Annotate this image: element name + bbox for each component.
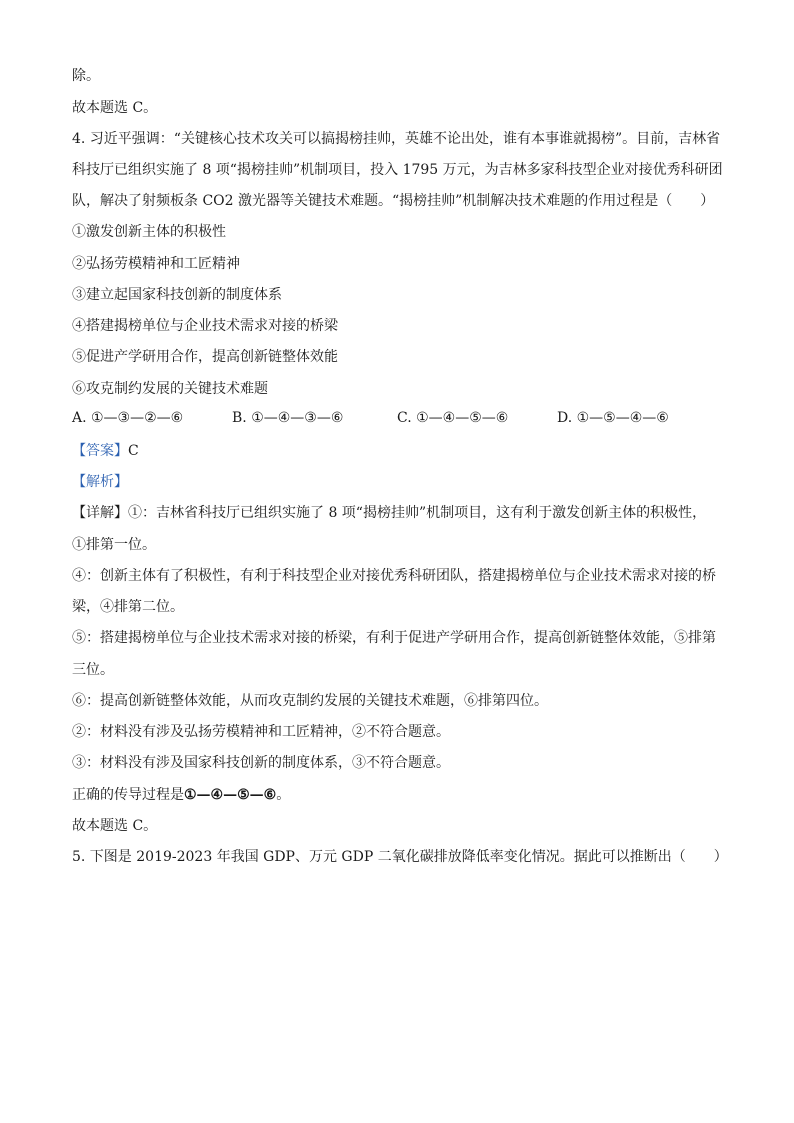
analysis-line (72, 472, 732, 492)
option-b: B. ①—④—③—⑥ (232, 410, 344, 426)
detail-text: ①：吉林省科技厅已组织实施了 8 项“揭榜挂帅”机制项目，这有利于激发创新主体的积极性， (128, 505, 707, 521)
answer-line (72, 441, 732, 461)
option-a: A. ①—③—②—⑥ (72, 410, 184, 426)
question-4-stem: 队，解决了射频板条 CO2 激光器等关键技术难题。“揭榜挂帅”机制解决技术难题的作用过程是（ ） (72, 193, 715, 209)
conclusion-line (72, 785, 732, 805)
statement-3: ③建立起国家科技创新的制度体系 (72, 287, 282, 303)
answer-value: C (128, 443, 139, 459)
statement-6: ⑥攻克制约发展的关键技术难题 (72, 381, 268, 397)
statement-4: ④搭建揭榜单位与企业技术需求对接的桥梁 (72, 318, 338, 334)
question-4-stem: 科技厅已组织实施了 8 项“揭榜挂帅”机制项目，投入 1795 万元，为吉林多家科技型企业对接优秀科研团 (72, 162, 723, 178)
text-line: ②：材料没有涉及弘扬劳模精神和工匠精神，②不符合题意。 (72, 724, 450, 740)
option-c: C. ①—④—⑤—⑥ (397, 410, 509, 426)
conclusion-end: 。 (276, 787, 291, 803)
detail-line (72, 503, 732, 523)
text-line: ⑤：搭建揭榜单位与企业技术需求对接的桥梁，有利于促进产学研用合作，提高创新链整体效能，⑤排第 (72, 630, 716, 646)
text-line: 除。 (72, 68, 100, 84)
statement-5: ⑤促进产学研用合作，提高创新链整体效能 (72, 349, 338, 365)
text-line: ⑥：提高创新链整体效能，从而攻克制约发展的关键技术难题，⑥排第四位。 (72, 693, 548, 709)
answer-tag: 【答案】 (72, 443, 128, 459)
detail-tag: 【详解】 (72, 505, 128, 521)
text-line: 三位。 (72, 662, 114, 678)
statement-2: ②弘扬劳模精神和工匠精神 (72, 256, 240, 272)
text-line: 故本题选 C。 (72, 818, 158, 834)
text-line: ①排第一位。 (72, 537, 156, 553)
text-line: ③：材料没有涉及国家科技创新的制度体系，③不符合题意。 (72, 755, 450, 771)
answer-options (72, 410, 732, 430)
text-line: 故本题选 C。 (72, 100, 158, 116)
question-5-stem: 5. 下图是 2019-2023 年我国 GDP、万元 GDP 二氧化碳排放降低率变化情况。据此可以推断出（ ） (72, 849, 728, 865)
option-d: D. ①—⑤—④—⑥ (557, 410, 669, 426)
conclusion-prefix: 正确的传导过程是 (72, 787, 184, 803)
text-line: 梁，④排第二位。 (72, 599, 184, 615)
statement-1: ①激发创新主体的积极性 (72, 224, 226, 240)
text-line: ④：创新主体有了积极性，有利于科技型企业对接优秀科研团队，搭建揭榜单位与企业技术需求对接的桥 (72, 568, 716, 584)
question-4-stem: 4. 习近平强调：“关键核心技术攻关可以搞揭榜挂帅，英雄不论出处，谁有本事谁就揭榜”。目前，吉林省 (72, 131, 721, 147)
analysis-tag: 【解析】 (72, 474, 128, 490)
conclusion-sequence: ①—④—⑤—⑥ (184, 787, 277, 803)
